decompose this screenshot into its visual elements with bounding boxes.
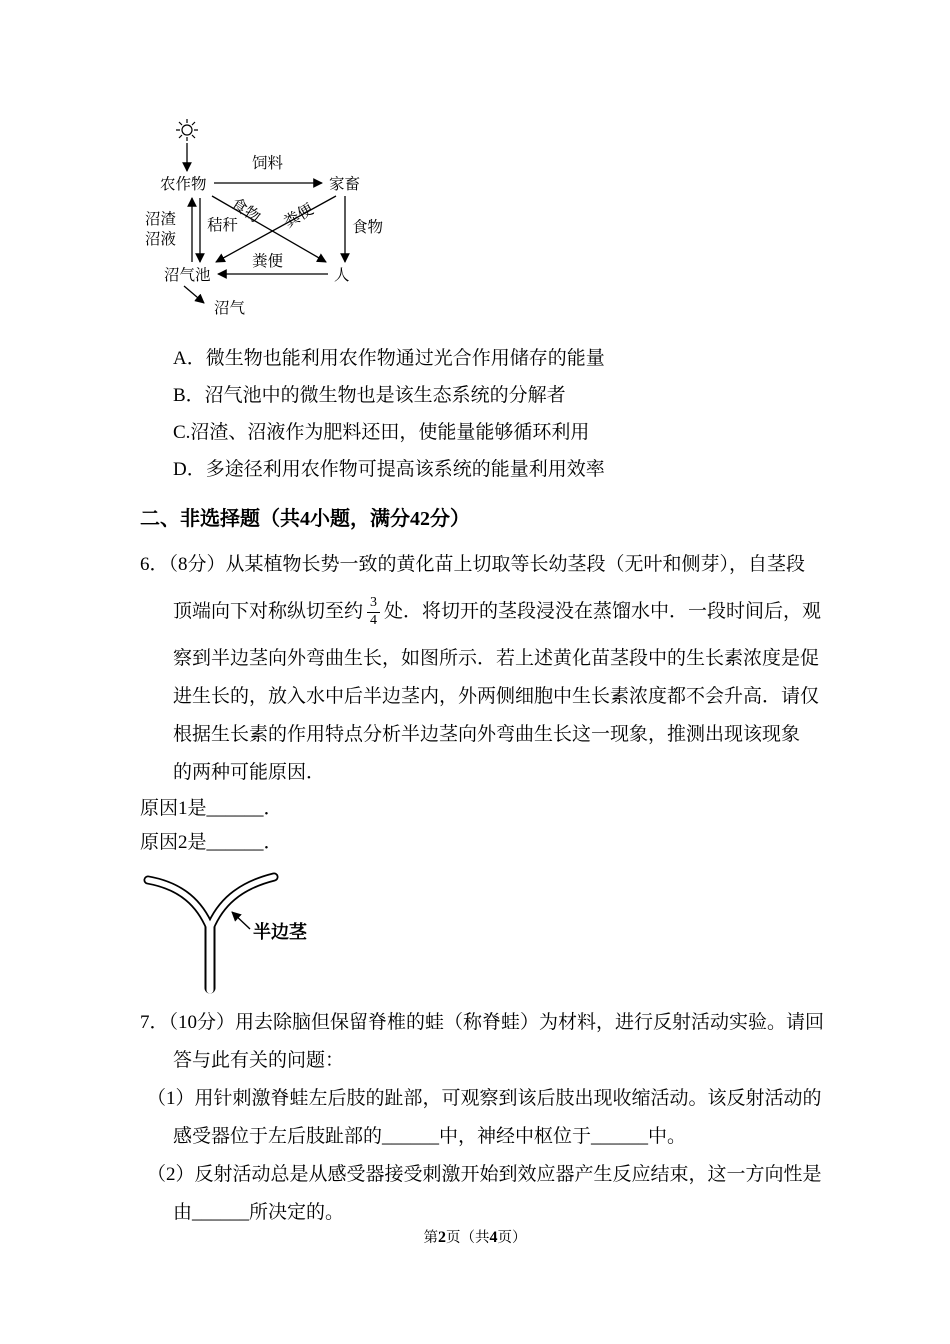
option-d: D．多途径利用农作物可提高该系统的能量利用效率 <box>173 459 605 480</box>
option-c: C.沼渣、沼液作为肥料还田，使能量能够循环利用 <box>173 422 590 443</box>
q6-reason-2: 原因2是______． <box>140 832 283 853</box>
edge-straw: 秸秆 <box>207 217 239 234</box>
footer-total-pages: 4 <box>489 1229 498 1246</box>
q6-reason-1: 原因1是______． <box>140 798 283 819</box>
node-crops: 农作物 <box>160 176 207 193</box>
question-7 <box>140 1004 850 1232</box>
node-biogas-pool: 沼气池 <box>164 267 211 284</box>
edge-residue-1: 沼渣 <box>145 211 177 228</box>
node-biogas: 沼气 <box>214 300 246 317</box>
stem-label: 半边茎 <box>253 922 307 942</box>
edge-residue-2: 沼液 <box>145 231 177 248</box>
footer-pre: 第 <box>423 1230 438 1246</box>
section-title: 二、非选择题（共4小题，满分42分） <box>140 508 470 530</box>
edge-food-right: 食物 <box>352 219 384 236</box>
stem-label-arrow <box>232 912 250 929</box>
q6-line-4: 进生长的，放入水中后半边茎内，外两侧细胞中生长素浓度都不会升高．请仅 <box>173 686 820 707</box>
footer-page-number: 2 <box>438 1229 446 1246</box>
q6-line-6: 的两种可能原因． <box>173 762 326 783</box>
fraction-denominator: 4 <box>370 612 378 628</box>
arrow-pool-to-biogas <box>184 286 204 303</box>
edge-manure-bottom: 粪便 <box>252 253 284 270</box>
q6-line-3: 察到半边茎向外弯曲生长，如图所示．若上述黄化苗茎段中的生长素浓度是促 <box>173 648 820 669</box>
option-list <box>173 340 850 488</box>
node-livestock: 家畜 <box>329 176 361 193</box>
q7-sub2-line-1: （2）反射活动总是从感受器接受刺激开始到效应器产生反应结束，这一方向性是 <box>147 1164 822 1185</box>
split-stem-figure <box>140 866 360 996</box>
edge-manure-diagonal: 粪便 <box>281 200 317 232</box>
option-a: A．微生物也能利用农作物通过光合作用储存的能量 <box>173 348 605 369</box>
footer-mid: 页（共 <box>446 1230 490 1246</box>
node-human: 人 <box>334 267 350 284</box>
q6-line-2-post: 处．将切开的茎段浸没在蒸馏水中．一段时间后，观 <box>384 601 822 622</box>
footer-post: 页） <box>497 1230 527 1246</box>
ecosystem-diagram <box>140 116 420 326</box>
q6-line-1: 6．（8分）从某植物长势一致的黄化苗上切取等长幼茎段（无叶和侧芽），自茎段 <box>140 554 806 575</box>
edge-food-diagonal: 食物 <box>227 195 264 227</box>
fraction-three-quarters <box>367 595 380 628</box>
q7-sub2-line-2: 由______所决定的。 <box>173 1202 345 1223</box>
q7-line-2: 答与此有关的问题： <box>173 1050 345 1071</box>
page-footer <box>0 1226 950 1247</box>
edge-feed: 饲料 <box>252 155 284 172</box>
q6-line-2-pre: 顶端向下对称纵切至约 <box>173 601 364 622</box>
q6-line-5: 根据生长素的作用特点分析半边茎向外弯曲生长这一现象，推测出现该现象 <box>173 724 801 745</box>
option-b: B．沼气池中的微生物也是该生态系统的分解者 <box>173 385 566 406</box>
sun-icon <box>176 119 198 141</box>
q7-line-1: 7．（10分）用去除脑但保留脊椎的蛙（称脊蛙）为材料，进行反射活动实验。请回 <box>140 1012 825 1033</box>
q6-line-2 <box>173 584 850 640</box>
q7-sub1-line-2: 感受器位于左后肢趾部的______中，神经中枢位于______中。 <box>173 1126 687 1147</box>
fraction-numerator: 3 <box>367 595 380 612</box>
q7-sub1-line-1: （1）用针刺激脊蛙左后肢的趾部，可观察到该后肢出现收缩活动。该反射活动的 <box>147 1088 822 1109</box>
question-6 <box>140 546 850 860</box>
